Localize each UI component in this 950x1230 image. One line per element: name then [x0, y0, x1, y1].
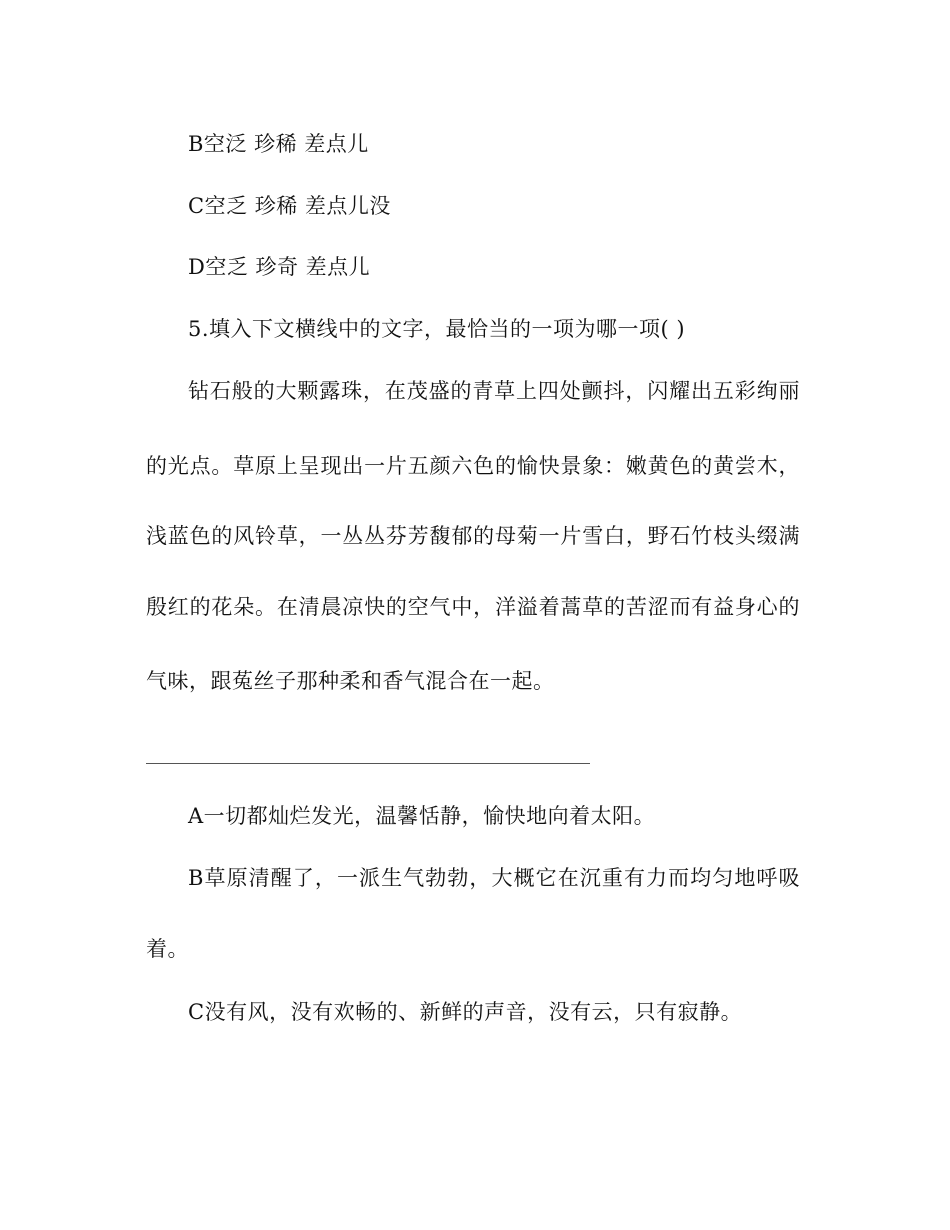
option-b-prev: B空泛 珍稀 差点儿 [188, 132, 369, 156]
option-c: C没有风，没有欢畅的、新鲜的声音，没有云，只有寂静。 [188, 1000, 743, 1024]
option-a: A一切都灿烂发光，温馨恬静，愉快地向着太阳。 [188, 804, 656, 828]
passage-line-4: 殷红的花朵。在清晨凉快的空气中，洋溢着蒿草的苦涩而有益身心的 [146, 595, 800, 619]
passage-line-1: 钻石般的大颗露珠，在茂盛的青草上四处颤抖，闪耀出五彩绚丽 [188, 379, 800, 403]
question-5-stem: 5.填入下文横线中的文字，最恰当的一项为哪一项( ) [188, 317, 686, 341]
passage-line-5: 气味，跟菟丝子那种柔和香气混合在一起。 [146, 669, 555, 693]
passage-line-2: 的光点。草原上呈现出一片五颜六色的愉快景象：嫩黄色的黄尝木， [146, 454, 800, 478]
option-c-prev: C空乏 珍稀 差点儿没 [188, 194, 391, 218]
option-b-line-1: B草原清醒了，一派生气勃勃，大概它在沉重有力而均匀地呼吸 [188, 866, 800, 890]
option-d-prev: D空乏 珍奇 差点儿 [188, 255, 371, 279]
option-b-line-2: 着。 [146, 937, 189, 961]
passage-line-3: 浅蓝色的风铃草，一丛丛芬芳馥郁的母菊一片雪白，野石竹枝头缀满 [146, 524, 800, 548]
answer-blank-line [146, 763, 590, 764]
